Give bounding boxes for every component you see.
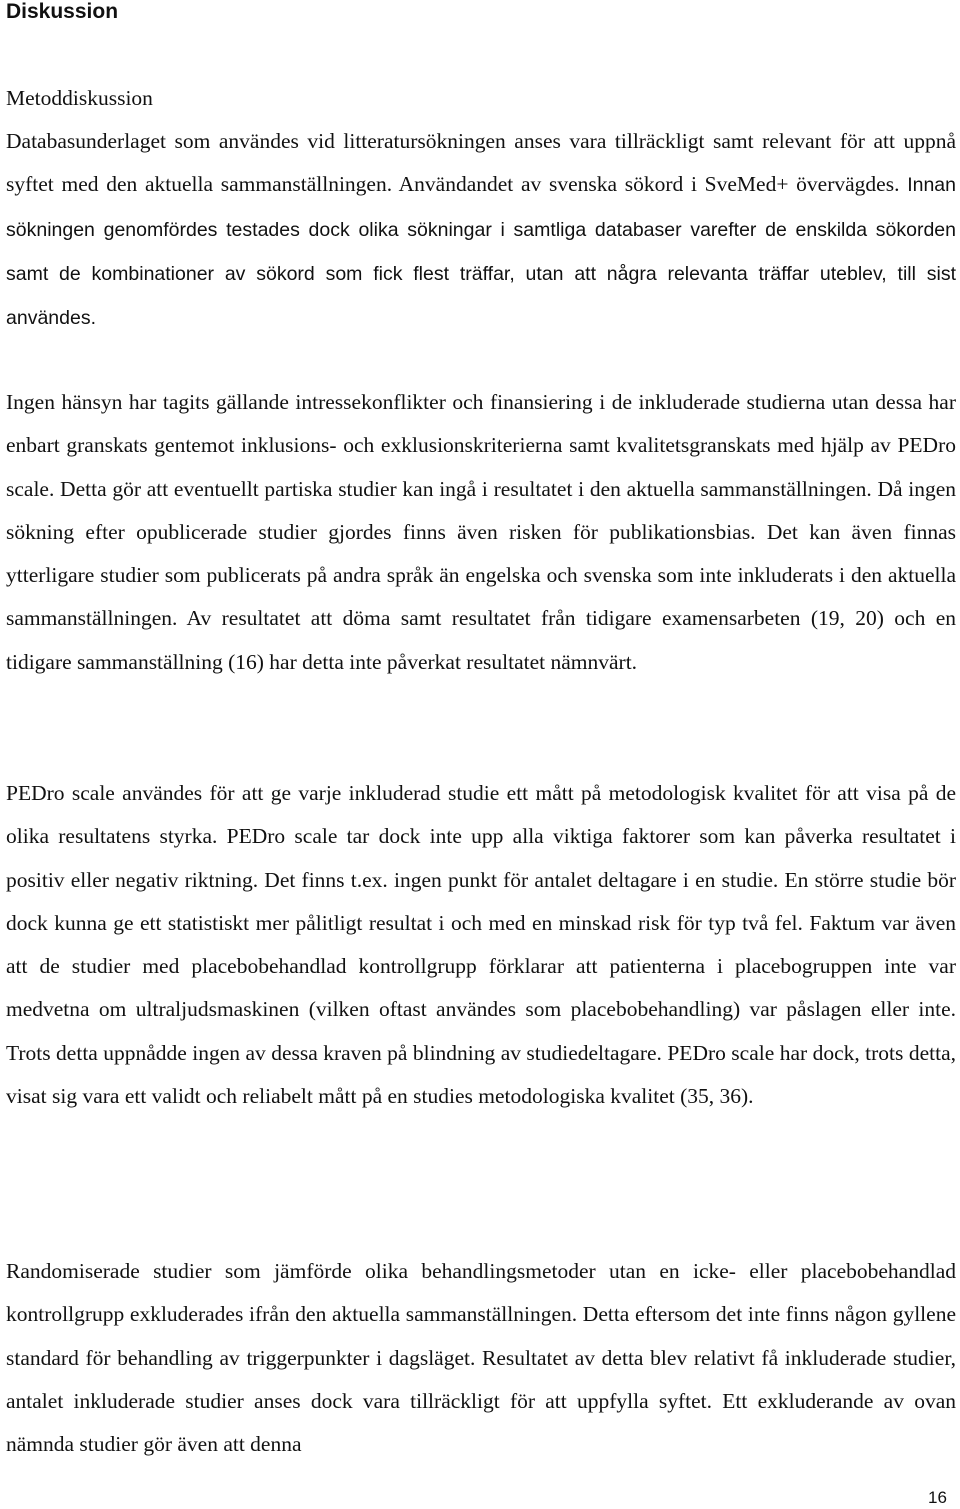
section-heading: Diskussion [6, 0, 119, 23]
paragraph-pedro: PEDro scale användes för att ge varje inkluderad studie ett mått på metodologisk kvalitet för att visa på de olika resultatens styrka. PEDro scale tar dock inte upp alla viktiga faktorer som kan påverka resultatet i positiv eller negativ riktning. Det finns t.ex. ingen punkt för antalet deltagare i en studie. En större studie bör dock kunna ge ett statistiskt mer pålitligt resultat i och med en minskad risk för typ två fel. Faktum var även att de studier med placebobehandlad kontrollgrupp förklarar att patienterna i placebogruppen inte var medvetna om ultraljudsmaskinen (vilken oftast användes som placebobehandling) var påslagen eller inte. Trots detta uppnådde ingen av dessa kraven på blindning av studiedeltagare. PEDro scale har dock, trots detta, visat sig vara ett validt och reliabelt mått på en studies metodologiska kvalitet (35, 36). [6, 781, 956, 1109]
paragraph-database [6, 120, 956, 340]
paragraph-database-serif: Databasunderlaget som användes vid litteratursökningen anses vara tillräckligt samt relevant för att uppnå syftet med den aktuella sammanställningen. Användandet av svenska sökord i SveMed+ övervägdes. [6, 129, 956, 197]
paragraph-conflicts: Ingen hänsyn har tagits gällande intressekonflikter och finansiering i de inkluderade studierna utan dessa har enbart granskats gentemot inklusions- och exklusionskriterierna samt kvalitetsgranskats med hjälp av PEDro scale. Detta gör att eventuellt partiska studier kan ingå i resultatet i den aktuella sammanställningen. Då ingen sökning efter opublicerade studier gjordes finns även risken för publikationsbias. Det kan även finnas ytterligare studier som publicerats på andra språk än engelska och svenska som inte inkluderats i den aktuella sammanställningen. Av resultatet att döma samt resultatet från tidigare examensarbeten (19, 20) och en tidigare sammanställning (16) har detta inte påverkat resultatet nämnvärt. [6, 390, 956, 674]
paragraph-randomized: Randomiserade studier som jämförde olika behandlingsmetoder utan en icke- eller placebobehandlad kontrollgrupp exkluderades ifrån den aktuella sammanställningen. Detta eftersom det inte finns någon gyllene standard för behandling av triggerpunkter i dagsläget. Resultatet av detta blev relativt få inkluderade studier, antalet inkluderade studier anses dock vara tillräckligt för att uppfylla syftet. Ett exkluderande av ovan nämnda studier gör även att denna [6, 1259, 956, 1457]
subsection-heading: Metoddiskussion [6, 86, 153, 110]
page-number: 16 [928, 1488, 947, 1507]
paragraph-database-sans: Innan sökningen genomfördes testades dock olika sökningar i samtliga databaser varefter de enskilda sökorden samt de kombinationer av sökord som fick flest träffar, utan att några relevanta träffar uteblev, till sist användes. [6, 174, 956, 330]
